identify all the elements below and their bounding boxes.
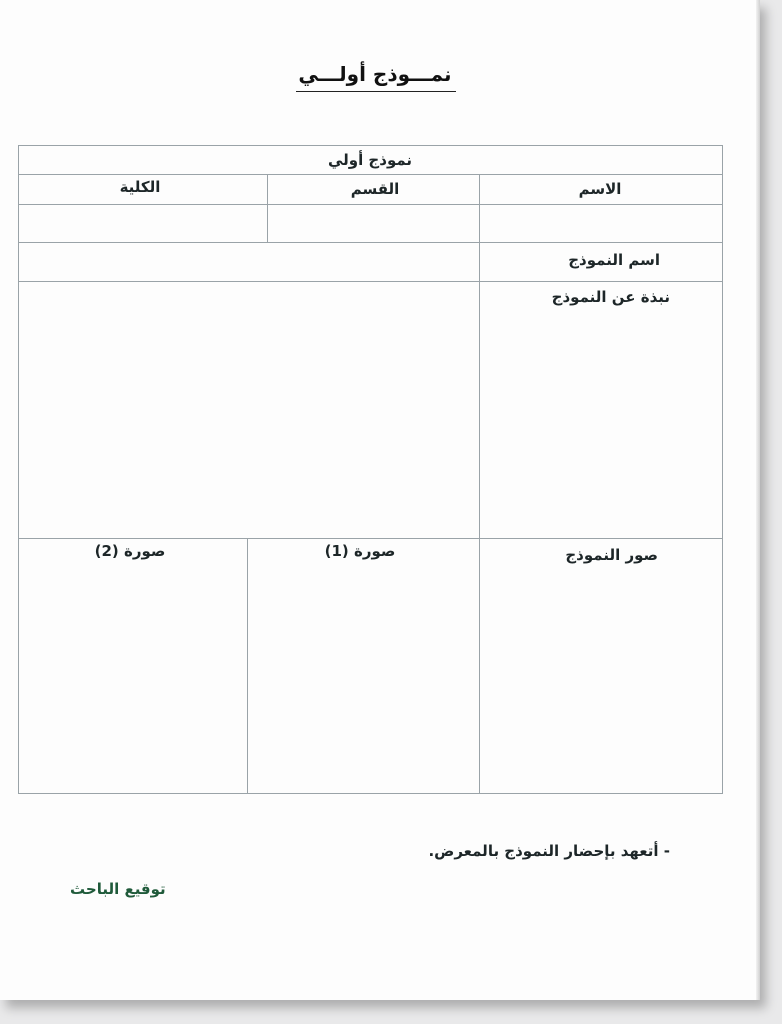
table-line <box>247 538 248 793</box>
model-summary-label: نبذة عن النموذج <box>551 288 670 306</box>
image2-label: صورة (2) <box>94 542 166 560</box>
table-border-left <box>18 145 19 793</box>
table-line <box>18 174 723 175</box>
table-line <box>479 174 480 793</box>
table-line <box>18 242 723 243</box>
title-underline <box>296 91 456 92</box>
table-border-bottom <box>18 793 723 794</box>
table-border-top <box>18 145 723 146</box>
researcher-signature-label: توقيع الباحث <box>70 880 166 898</box>
table-line <box>267 174 268 242</box>
table-line <box>18 538 723 539</box>
image2-slot[interactable] <box>20 566 246 792</box>
model-summary-field[interactable] <box>20 283 478 537</box>
page-title: نمـــوذج أولـــي <box>298 62 452 86</box>
model-name-label: اسم النموذج <box>568 251 660 269</box>
college-field[interactable] <box>20 206 266 241</box>
column-department-label: القسم <box>350 180 400 198</box>
form-header: نموذج أولي <box>327 151 413 169</box>
table-border-right <box>722 145 723 793</box>
image1-label: صورة (1) <box>324 542 396 560</box>
model-images-label: صور النموذج <box>565 546 658 564</box>
model-name-field[interactable] <box>20 244 478 280</box>
table-line <box>18 204 723 205</box>
table-line <box>18 281 723 282</box>
column-name-label: الاسم <box>578 180 622 198</box>
column-college-label: الكلية <box>119 178 161 196</box>
pledge-text: - أتعهد بإحضار النموذج بالمعرض. <box>428 842 670 860</box>
image1-slot[interactable] <box>249 566 478 792</box>
department-field[interactable] <box>269 206 478 241</box>
name-field[interactable] <box>481 206 721 241</box>
